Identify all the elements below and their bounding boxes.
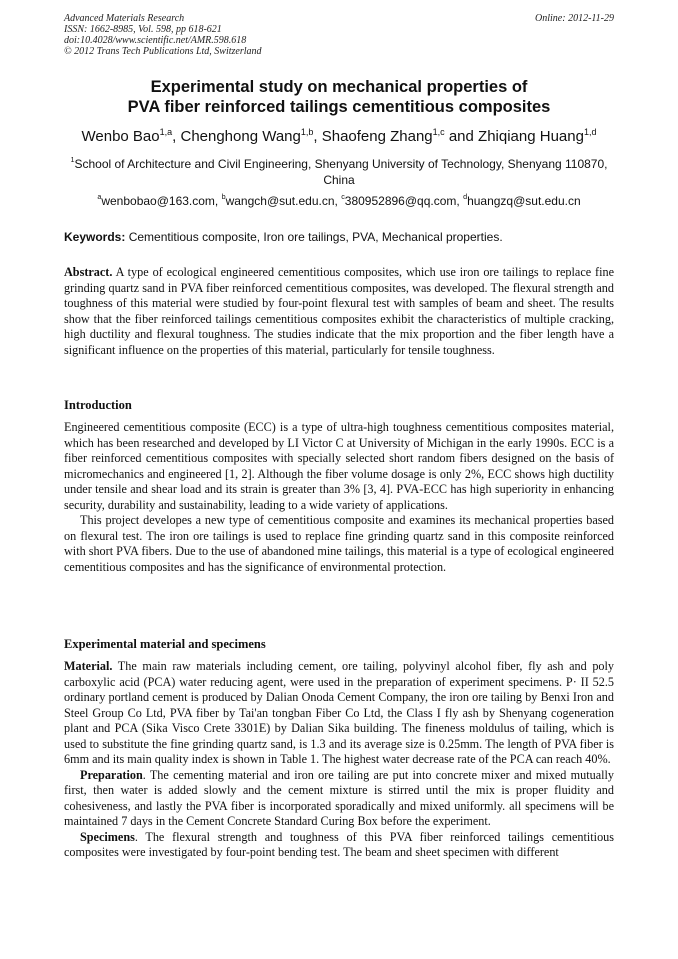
section-heading-introduction: Introduction xyxy=(64,398,132,412)
email-link[interactable]: wenbobao@163.com xyxy=(101,194,215,208)
introduction-paragraph-1: Engineered cementitious composite (ECC) is a type of ultra-high toughness cementitious composites material, which has been researched and developed by LI Victor C at University of Michigan in the early 1990s. ECC is a fiber reinforced cementitious composites with specially selected short random fibers designed on the basis of micromechanics and engineered [1, 2]. Although the fiber volume dosage is only 2%, ECC shows high ductility under tensile and shear load and its strain is greater than 3% [3, 4]. PVA-ECC has high superiority in enhancing security, durability and sustainability, leading to a wide variety of applications. xyxy=(64,420,614,512)
materials-body xyxy=(64,659,614,861)
abstract-text: A type of ecological engineered cementitious composites, which use iron ore tailings to replace fine grinding quartz sand in PVA fiber reinforced cementitious composites, was developed. The flexural strength and toughness of this material were studied by four-point flexural test with samples of beam and sheet. The results show that the fiber reinforced tailings cementitious composites exhibit the characteristics of multiple cracking, high ductility and flexural toughness. The studies indicate that the mix proportion and the fiber length have a significant influence on the properties of this material, particularly for tensile toughness. xyxy=(64,265,614,357)
email-mark: c xyxy=(341,192,345,201)
material-paragraph xyxy=(64,659,614,768)
specimens-text: . The flexural strength and toughness of this PVA fiber reinforced tailings cementitious composites were investigated by four-point bending test. The beam and sheet specimen with different xyxy=(64,829,614,859)
email-link[interactable]: huangzq@sut.edu.cn xyxy=(467,194,581,208)
author-affiliation-mark: 1,d xyxy=(583,127,597,137)
journal-issn: ISSN: 1662-8985, Vol. 598, pp 618-621 xyxy=(64,24,222,35)
keywords xyxy=(64,229,614,245)
email-mark: d xyxy=(463,192,468,201)
author-affiliation-mark: 1,c xyxy=(432,127,445,137)
material-text: The main raw materials including cement, ore tailing, polyvinyl alcohol fiber, fly ash and poly carboxylic acid (PCA) water reducing agent, were used in the preparation of experiment specimens. P· II 52.5 ordinary portland cement is produced by Dalian Onoda Cement Company, the iron ore tailing by Benxi Iron and Steel Group Co Ltd, PVA fiber by Tai'an tongban Fiber Co Ltd, the Class I fly ash by Shenyang cogeneration plant and PCA (Sika Visco Crete 3301E) by Dalian Sika building. The fineness moldulus of tailing, which is used to substitute the fine grinding quartz sand, is 1.3 and its average size is 0.25mm. The length of PVA fiber is 6mm and its main quality index is shown in Table 1. The highest water decrease rate of the PCA can reach 40%. xyxy=(64,659,614,766)
section-heading-materials: Experimental material and specimens xyxy=(64,637,266,651)
author-name: Chenghong Wang xyxy=(180,128,301,145)
author-separator: and xyxy=(444,128,479,145)
preparation-label: Preparation xyxy=(80,767,143,782)
author-name: Wenbo Bao xyxy=(81,128,160,145)
keywords-label: Keywords: xyxy=(64,230,126,244)
author-name: Zhiqiang Huang xyxy=(478,128,584,145)
affiliation xyxy=(70,156,608,188)
author-emails: $^a$wenbobao@163.com, $^b$wangch@sut.edu.cn, $^c$380952896@qq.com, $^d$huangzq@sut.edu.cn xyxy=(97,192,581,208)
email-link[interactable]: 380952896@qq.com xyxy=(344,194,457,208)
journal-name: Advanced Materials Research xyxy=(64,13,185,24)
author-name: Shaofeng Zhang xyxy=(321,128,433,145)
abstract xyxy=(64,265,614,358)
email-mark: b xyxy=(221,192,226,201)
keywords-text: Cementitious composite, Iron ore tailings, PVA, Mechanical properties. xyxy=(128,230,503,244)
introduction-body xyxy=(64,420,614,575)
journal-header xyxy=(64,13,614,57)
specimens-paragraph xyxy=(64,830,614,861)
preparation-text: . The cementing material and iron ore tailing are put into concrete mixer and mixed mutually first, then water is added slowly and the cement mixture is stirred until the mix is proper fluidity and cohesiveness, and lastly the PVA fiber is incorporated sporadically and mixed uniformly. all specimens will be maintained 7 days in the Cement Concrete Standard Curing Box before the experiment. xyxy=(64,767,614,828)
author-list xyxy=(40,128,638,146)
email-mark: a xyxy=(97,192,102,201)
author-affiliation-mark: 1,b xyxy=(300,127,314,137)
author-separator: , xyxy=(313,128,322,145)
material-label: Material. xyxy=(64,659,113,673)
title-line-2: PVA fiber reinforced tailings cementitious composites xyxy=(127,98,551,116)
affiliation-text: School of Architecture and Civil Engineering, Shenyang University of Technology, Shenyang 110870, China xyxy=(74,157,608,187)
online-date: Online: 2012-11-29 xyxy=(535,13,614,24)
abstract-label: Abstract. xyxy=(64,265,113,279)
title-line-1: Experimental study on mechanical properties of xyxy=(150,78,528,96)
author-separator: , xyxy=(172,128,181,145)
journal-copyright: © 2012 Trans Tech Publications Ltd, Switzerland xyxy=(64,46,262,57)
author-affiliation-mark: 1,a xyxy=(159,127,173,137)
paper-title xyxy=(40,77,638,117)
preparation-paragraph xyxy=(64,768,614,830)
email-link[interactable]: wangch@sut.edu.cn xyxy=(225,194,335,208)
journal-doi: doi:10.4028/www.scientific.net/AMR.598.618 xyxy=(64,35,247,46)
specimens-label: Specimens xyxy=(80,829,135,844)
introduction-paragraph-2: This project developes a new type of cementitious composite and examines its mechanical properties based on flexural test. The iron ore tailings is used to replace fine grinding quartz sand in this composite reinforced with short PVA fibers. Due to the use of abandoned mine tailings, this material is a type of ecological engineered cementitious composites and has the significance of environmental protection. xyxy=(64,513,614,574)
affiliation-mark: 1 xyxy=(70,155,75,164)
